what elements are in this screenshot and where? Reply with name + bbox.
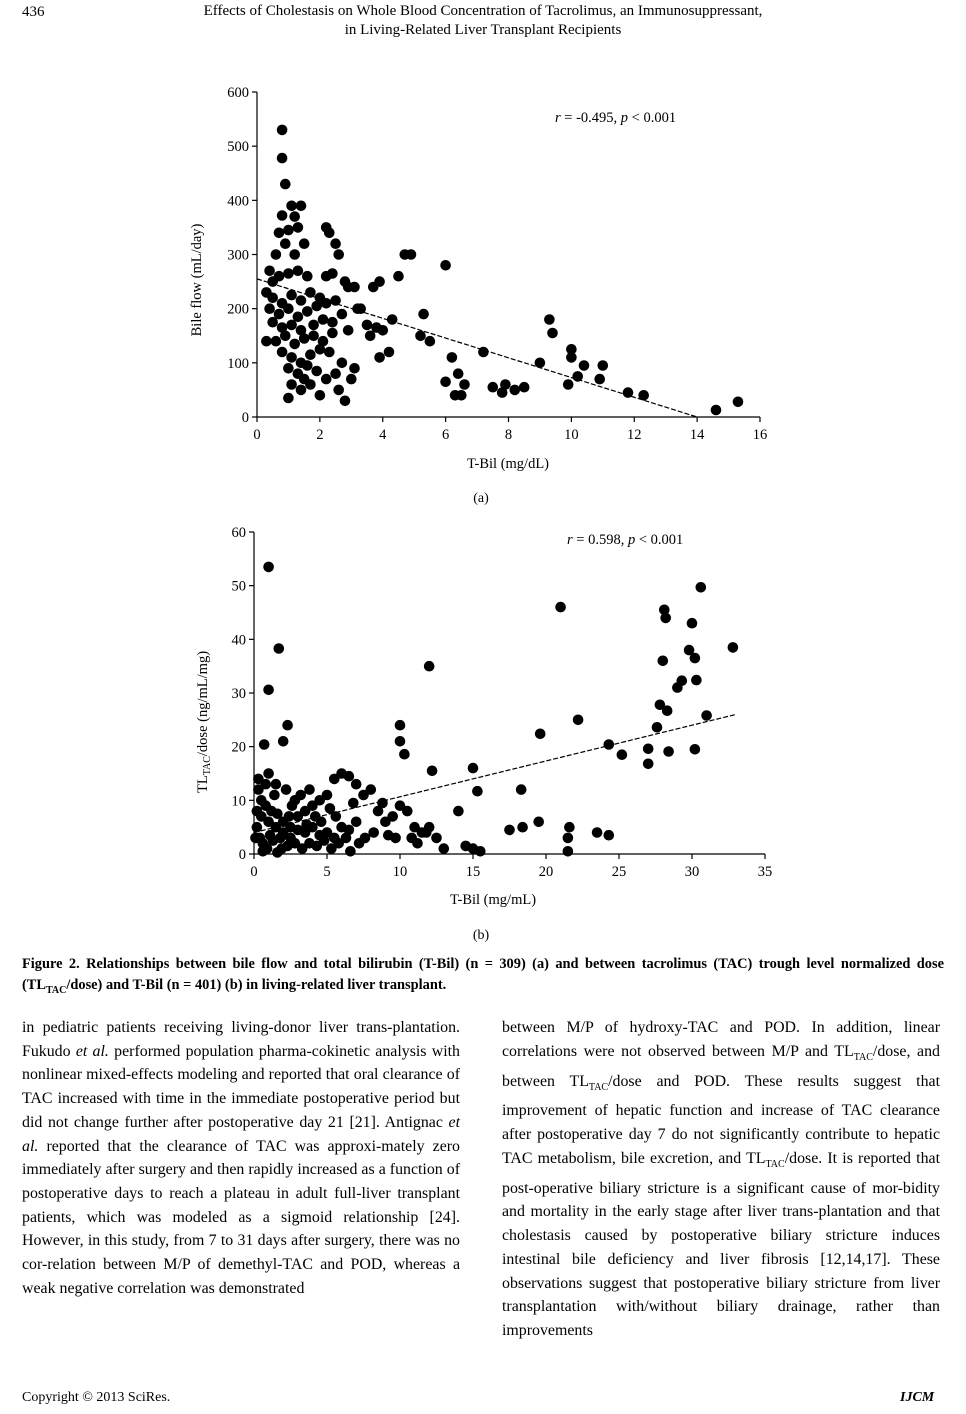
- chart-a-y-tick-label: 200: [227, 301, 249, 318]
- chart-a-point: [299, 238, 310, 249]
- chart-b-point: [690, 653, 701, 664]
- chart-a-point: [280, 238, 291, 249]
- chart-a-point: [711, 405, 722, 416]
- chart-b-point: [690, 744, 701, 755]
- figure-caption: [22, 954, 944, 1001]
- chart-b-point: [284, 811, 295, 822]
- chart-b-trendline: [254, 714, 736, 832]
- chart-b-x-tick-label: 10: [392, 864, 408, 880]
- chart-a-point: [337, 358, 348, 369]
- chart-a-point: [318, 314, 329, 325]
- chart-b-point: [563, 833, 574, 844]
- chart-b-ylabel-sub: TAC: [202, 756, 213, 776]
- chart-a-point: [280, 179, 291, 190]
- chart-a-point: [324, 228, 335, 239]
- chart-b-annotation: [567, 532, 683, 548]
- chart-a-point: [277, 153, 288, 164]
- chart-a-point: [374, 276, 385, 287]
- chart-a-point: [315, 390, 326, 401]
- chart-a-point: [488, 382, 499, 393]
- chart-b-point: [663, 746, 674, 757]
- chart-a-point: [384, 347, 395, 358]
- chart-b-point: [652, 722, 663, 733]
- chart-b-point: [387, 811, 398, 822]
- chart-b-point: [295, 790, 306, 801]
- chart-b-point: [643, 744, 654, 755]
- chart-a-point: [418, 309, 429, 320]
- chart-a-point: [535, 358, 546, 369]
- chart-b-point: [517, 822, 528, 833]
- chart-a-point: [327, 317, 338, 328]
- chart-b-point: [564, 822, 575, 833]
- chart-b-point: [319, 835, 330, 846]
- chart-a-point: [296, 385, 307, 396]
- right-text-4: /dose. It is reported that post-operative biliary stricture is a significant cause of mor-bidity and mortality in the early stage after liver trans-plantation and that cholestasis caused by postoperative biliary stricture induces intestinal bile deficiency and liver fibrosis [12,14,17]. These observations suggest that postoperative biliary stricture from liver transplantation with/without biliary drainage, rather than improvements: [502, 1149, 940, 1339]
- chart-a-point: [598, 360, 609, 371]
- chart-a-annotation: [555, 110, 676, 126]
- chart-a-x-tick-label: 4: [379, 427, 387, 443]
- chart-a-y-tick-label: 100: [227, 355, 249, 372]
- chart-a-x-tick-label: 6: [442, 427, 450, 443]
- chart-a-point: [579, 360, 590, 371]
- chart-a-point: [311, 301, 322, 312]
- chart-b-point: [573, 715, 584, 726]
- chart-b-annotation-r: r: [567, 532, 573, 548]
- chart-b-xlabel: T-Bil (mg/mL): [449, 892, 537, 908]
- chart-a-point: [346, 374, 357, 385]
- chart-b-point: [662, 705, 673, 716]
- chart-a-point: [362, 320, 373, 331]
- chart-a-point: [299, 374, 310, 385]
- chart-a-point: [349, 363, 360, 374]
- footer-journal: IJCM: [900, 1390, 935, 1405]
- right-sub-3: TAC: [765, 1159, 785, 1171]
- chart-b-point: [390, 833, 401, 844]
- chart-b-point: [265, 830, 276, 841]
- chart-b-point: [701, 710, 712, 721]
- chart-b-point: [604, 739, 615, 750]
- chart-a-point: [293, 266, 304, 277]
- chart-a-point: [274, 228, 285, 239]
- figure-2b-scatter: [0, 512, 966, 942]
- chart-b-point: [696, 582, 707, 593]
- chart-b-ylabel: [195, 651, 213, 793]
- chart-b-point: [472, 786, 483, 797]
- body-column-right: [502, 1016, 940, 1343]
- chart-b-point: [406, 833, 417, 844]
- chart-a-point: [387, 314, 398, 325]
- chart-a-point: [299, 333, 310, 344]
- chart-a-x-tick-label: 12: [627, 427, 642, 443]
- chart-b-point: [281, 784, 292, 795]
- chart-b-point: [617, 749, 628, 760]
- chart-b-point: [533, 817, 544, 828]
- chart-a-point: [343, 325, 354, 336]
- chart-a-point: [563, 379, 574, 390]
- chart-a-x-tick-label: 8: [504, 427, 513, 443]
- chart-b-point: [427, 766, 438, 777]
- chart-a-x-tick-label: 10: [564, 427, 579, 443]
- chart-b-point: [439, 843, 450, 854]
- chart-b-y-tick-label: 40: [231, 632, 246, 649]
- left-text-2: performed population pharma-cokinetic analysis with nonlinear mixed-effects modeling and reported that oral clearance of TAC increased with time in the immediate postoperative period but did not change further after postoperative day 21 [21]. Antignac: [22, 1042, 460, 1131]
- chart-a-point: [440, 260, 451, 271]
- chart-a-point: [264, 303, 275, 314]
- caption-text-2: /dose) and T-Bil (n = 401) (b) in living-related liver transplant.: [66, 977, 447, 993]
- page-number: 436: [22, 4, 45, 20]
- chart-a-point: [302, 360, 313, 371]
- chart-a-point: [365, 331, 376, 342]
- chart-a-point: [308, 331, 319, 342]
- chart-a-point: [456, 390, 467, 401]
- chart-a-point: [500, 379, 511, 390]
- caption-text-1: Relationships between bile flow and total bilirubin (T-Bil) (n = 309) (a) and between tacrolimus (TAC) trough level normalized dose (TL: [22, 956, 944, 993]
- chart-b-x-tick-label: 30: [684, 864, 700, 880]
- chart-a-x-tick-label: 2: [316, 427, 324, 443]
- chart-a-y-tick-label: 300: [227, 247, 249, 264]
- chart-b-point: [395, 720, 406, 731]
- chart-a-point: [283, 303, 294, 314]
- chart-a-point: [308, 320, 319, 331]
- chart-a-point: [337, 309, 348, 320]
- chart-b-point: [341, 833, 352, 844]
- chart-a-point: [566, 352, 577, 363]
- header-line-2: in Living-Related Liver Transplant Recipients: [344, 22, 622, 38]
- chart-a-x-tick-label: 16: [752, 427, 768, 443]
- chart-b-point: [263, 768, 274, 779]
- chart-a-point: [333, 385, 344, 396]
- chart-b-x-tick-label: 20: [538, 864, 554, 880]
- chart-a-point: [264, 266, 275, 277]
- chart-b-point: [504, 825, 515, 836]
- chart-a-point: [327, 268, 338, 279]
- chart-b-point: [402, 806, 413, 817]
- chart-b-point: [658, 656, 669, 667]
- chart-a-y-tick-label: 400: [227, 193, 249, 210]
- chart-a-point: [286, 352, 297, 363]
- chart-a-point: [330, 368, 341, 379]
- right-text-1: between M/P of hydroxy-TAC and POD. In addition, linear correlations were not observed between M/P and TL: [502, 1019, 940, 1060]
- left-text-3: reported that the clearance of TAC was approxi-mately zero immediately after surgery and then rapidly increased as a function of postoperative days to reach a plateau in adult full-liver transplant patients, which was modeled as a sigmoid relationship [24]. However, in this study, from 7 to 31 days after surgery, there was no cor-relation between M/P of demethyl-TAC and POD, whereas a weak negative correlation was demonstrated: [22, 1137, 460, 1297]
- chart-a-point: [286, 320, 297, 331]
- caption-label: Figure 2.: [22, 956, 80, 972]
- chart-a-point: [271, 249, 282, 260]
- chart-b-point: [316, 817, 327, 828]
- chart-a-points: [261, 125, 743, 416]
- right-text-3: /dose and POD. These results suggest that improvement of hepatic function and increase of TAC clearance after postoperative day 7 do not significantly contribute to hepatic TAC metabolism, bile excretion, and TL: [502, 1072, 940, 1167]
- chart-b-ylabel-rest: /dose (ng/mL/mg): [195, 650, 211, 757]
- chart-a-point: [289, 211, 300, 222]
- chart-b-point: [272, 847, 283, 858]
- chart-b-point: [282, 720, 293, 731]
- chart-a-annotation-r: r: [555, 110, 561, 126]
- chart-b-panel-label: (b): [472, 928, 490, 942]
- chart-a-point: [327, 328, 338, 339]
- chart-b-point: [643, 759, 654, 770]
- chart-a-annotation-p-value: < 0.001: [628, 110, 677, 126]
- right-sub-1: TAC: [853, 1051, 873, 1063]
- chart-a-point: [277, 125, 288, 136]
- chart-b-x-tick-label: 0: [250, 864, 258, 880]
- chart-b-point: [274, 643, 285, 654]
- chart-a-point: [315, 344, 326, 355]
- chart-a-point: [261, 336, 272, 347]
- chart-a-point: [594, 374, 605, 385]
- chart-b-annotation-p: p: [627, 532, 636, 548]
- chart-b-point: [421, 827, 432, 838]
- chart-b-point: [269, 790, 280, 801]
- left-text-1: in pediatric patients receiving living-donor liver trans-plantation. Fukudo: [22, 1019, 460, 1060]
- chart-b-point: [555, 602, 566, 613]
- chart-b-point: [691, 675, 702, 686]
- body-column-left: [22, 1016, 460, 1300]
- chart-a-point: [305, 349, 316, 360]
- chart-b-point: [535, 729, 546, 740]
- chart-b-y-tick-label: 50: [231, 578, 246, 595]
- right-text-2: /dose, and between TL: [502, 1042, 940, 1090]
- chart-a-point: [286, 201, 297, 212]
- chart-a-point: [321, 298, 332, 309]
- chart-b-point: [258, 846, 269, 857]
- chart-a-point: [277, 210, 288, 221]
- chart-b-point: [728, 642, 739, 653]
- chart-a-point: [330, 238, 341, 249]
- chart-a-point: [286, 379, 297, 390]
- chart-a-panel-label: (a): [473, 491, 489, 506]
- chart-b-point: [431, 833, 442, 844]
- chart-b-x-tick-label: 35: [757, 864, 773, 880]
- chart-a-point: [277, 347, 288, 358]
- chart-a-point: [296, 201, 307, 212]
- chart-b-point: [271, 779, 282, 790]
- chart-b-point: [351, 779, 362, 790]
- chart-a-point: [324, 347, 335, 358]
- chart-a-point: [296, 295, 307, 306]
- chart-a-point: [293, 222, 304, 233]
- chart-b-ylabel-main: TL: [195, 775, 211, 794]
- chart-a-point: [349, 282, 360, 293]
- chart-b-point: [263, 685, 274, 696]
- chart-b-point: [351, 817, 362, 828]
- running-header: [0, 2, 966, 40]
- chart-a-x-tick-label: 0: [253, 427, 261, 443]
- chart-b-point: [360, 833, 371, 844]
- chart-b-point: [660, 613, 671, 624]
- chart-a-point: [283, 363, 294, 374]
- chart-b-x-tick-label: 25: [611, 864, 627, 880]
- chart-b-point: [395, 736, 406, 747]
- footer-copyright: Copyright © 2013 SciRes.: [22, 1390, 171, 1405]
- chart-a-point: [425, 336, 436, 347]
- chart-a-point: [733, 397, 744, 408]
- chart-a-point: [283, 225, 294, 236]
- chart-b-point: [516, 784, 527, 795]
- chart-b-point: [475, 846, 486, 857]
- chart-a-point: [459, 379, 470, 390]
- header-line-1: Effects of Cholestasis on Whole Blood Concentration of Tacrolimus, an Immunosuppressant,: [203, 3, 763, 19]
- chart-a-point: [374, 352, 385, 363]
- chart-a-ylabel: Bile flow (mL/day): [189, 223, 205, 337]
- chart-b-y-tick-label: 60: [231, 525, 246, 541]
- chart-b-point: [259, 739, 270, 750]
- chart-a-point: [289, 339, 300, 350]
- chart-a-point: [302, 306, 313, 317]
- chart-b-x-tick-label: 5: [323, 864, 331, 880]
- chart-b-point: [278, 736, 289, 747]
- chart-b-point: [260, 779, 271, 790]
- chart-a-y-tick-label: 0: [241, 410, 249, 426]
- chart-a-annotation-p: p: [620, 110, 629, 126]
- chart-b-y-tick-label: 30: [231, 686, 246, 702]
- chart-a-point: [406, 249, 417, 260]
- chart-b-y-tick-label: 0: [238, 847, 246, 863]
- chart-b-point: [263, 562, 274, 573]
- chart-b-point: [366, 784, 377, 795]
- chart-b-annotation-r-value: = 0.598,: [572, 532, 628, 548]
- chart-b-point: [322, 790, 333, 801]
- chart-b-point: [677, 675, 688, 686]
- caption-sub: TAC: [46, 984, 67, 996]
- chart-b-annotation-p-value: < 0.001: [635, 532, 684, 548]
- chart-b-point: [252, 822, 263, 833]
- chart-a-point: [280, 331, 291, 342]
- chart-b-point: [252, 806, 263, 817]
- chart-a-point: [544, 314, 555, 325]
- chart-b-point: [285, 833, 296, 844]
- chart-b-x-tick-label: 15: [465, 864, 481, 880]
- chart-a-point: [415, 331, 426, 342]
- chart-a-point: [286, 290, 297, 301]
- chart-b-points: [250, 562, 738, 858]
- left-italic-1: et al.: [75, 1042, 109, 1060]
- chart-a-annotation-r-value: = -0.495,: [560, 110, 621, 126]
- chart-a-point: [378, 325, 389, 336]
- chart-a-point: [283, 268, 294, 279]
- chart-a-xlabel: T-Bil (mg/dL): [466, 456, 550, 472]
- chart-b-point: [345, 846, 356, 857]
- chart-a-point: [333, 249, 344, 260]
- chart-b-point: [250, 833, 261, 844]
- left-italic-2: et al.: [22, 1113, 460, 1155]
- figure-2a-scatter: [0, 70, 966, 510]
- chart-b-point: [468, 763, 479, 774]
- chart-b-point: [287, 800, 298, 811]
- chart-a-point: [302, 271, 313, 282]
- chart-a-point: [440, 377, 451, 388]
- chart-b-point: [604, 830, 615, 841]
- chart-a-point: [311, 366, 322, 377]
- chart-b-y-tick-label: 10: [231, 793, 246, 810]
- right-sub-2: TAC: [588, 1081, 609, 1093]
- chart-a-point: [519, 382, 530, 393]
- chart-a-point: [453, 368, 464, 379]
- chart-a-y-tick-label: 500: [227, 139, 249, 156]
- chart-a-point: [393, 271, 404, 282]
- chart-a-point: [289, 249, 300, 260]
- chart-b-y-tick-label: 20: [231, 739, 246, 756]
- chart-b-point: [399, 749, 410, 760]
- chart-a-point: [274, 271, 285, 282]
- chart-a-point: [547, 328, 558, 339]
- chart-b-point: [424, 661, 435, 672]
- chart-a-point: [447, 352, 458, 363]
- chart-b-point: [304, 784, 315, 795]
- chart-b-point: [344, 771, 355, 782]
- chart-a-point: [283, 393, 294, 404]
- chart-a-point: [340, 396, 351, 407]
- chart-a-point: [510, 385, 521, 396]
- chart-a-point: [267, 317, 278, 328]
- chart-b-point: [687, 618, 698, 629]
- chart-a-y-tick-label: 600: [227, 85, 249, 101]
- chart-a-point: [267, 293, 278, 304]
- chart-a-point: [321, 374, 332, 385]
- chart-a-x-tick-label: 14: [689, 427, 705, 443]
- chart-b-point: [377, 798, 388, 809]
- chart-b-point: [592, 827, 603, 838]
- chart-b-point: [453, 806, 464, 817]
- chart-b-point: [563, 846, 574, 857]
- chart-a-point: [271, 336, 282, 347]
